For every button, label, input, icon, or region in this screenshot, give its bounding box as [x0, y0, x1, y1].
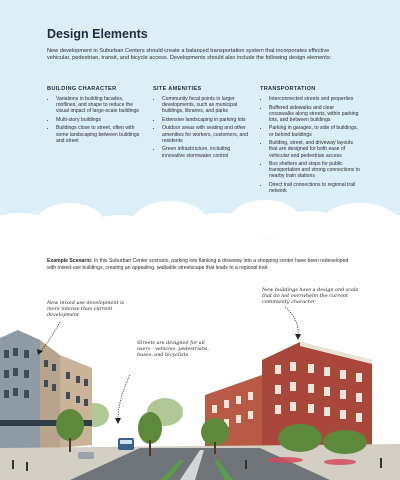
list-item: • Extensive landscaping in parking lots — [162, 117, 253, 123]
annotation-streets: Streets are designed for all users - vehicles, pedestrians, buses, and bicyclists — [137, 340, 209, 359]
column-building-character — [47, 86, 145, 146]
list-item: • Multi-story buildings — [56, 117, 145, 123]
list-item: • Direct trail connections to regional trail network — [269, 182, 360, 194]
list-item: • Building, street, and driveway layouts that are designed for both ease of vehicular and pedestrian access — [269, 140, 360, 159]
list-item: • Parking in garages, to side of buildings, or behind buildings — [269, 125, 360, 137]
column-transportation — [260, 86, 360, 197]
annotation-mixed-use: New mixed use development is more intense than current development — [47, 300, 125, 319]
column-heading: BUILDING CHARACTER — [47, 86, 117, 92]
page-title: Design Elements — [47, 27, 148, 41]
cloud-divider — [0, 195, 400, 265]
list-item: • Bus shelters and stops for public transportation and strong connections to nearby train stations — [269, 161, 360, 180]
column-site-amenities — [153, 86, 253, 161]
list-item: • Buildings close to street, often with some landscaping between buildings and street — [56, 125, 145, 144]
list-item: • Outdoor areas with seating and other amenities for workers, customers, and residents — [162, 125, 253, 144]
list-item: • Interconnected streets and properties — [269, 96, 360, 102]
list-item: • Variations in building facades, rooflines, and shape to reduce the visual impact of large-scale buildings — [56, 96, 145, 115]
scenario-label: Example Scenario: — [47, 258, 93, 264]
list-item: • Green infrastructure, including innovative stormwater control — [162, 146, 253, 158]
column-heading: TRANSPORTATION — [260, 86, 316, 92]
annotation-new-buildings: New buildings have a design and scale that do not overwhelm the current community character — [262, 287, 359, 306]
scenario-text: In this Suburban Center scenario, parking lots flanking a driveway into a shopping center have been redeveloped with mixed-use buildings, creating an appealing, walkable streetscape that leads to a regional trail. — [47, 258, 349, 271]
intro-paragraph: New development in Suburban Centers should create a balanced transportation system that incorporates effective vehicular, pedestrian, transit, and bicycle access. Developments should also include the following design elements: — [47, 48, 332, 62]
list-item: • Buffered sidewalks and clear crosswalks along streets, within parking lots, and between buildings — [269, 105, 360, 124]
example-scenario — [47, 258, 357, 271]
column-heading: SITE AMENITIES — [153, 86, 202, 92]
list-item: • Community focal points in larger developments, such as municipal buildings, libraries, and parks — [162, 96, 253, 115]
